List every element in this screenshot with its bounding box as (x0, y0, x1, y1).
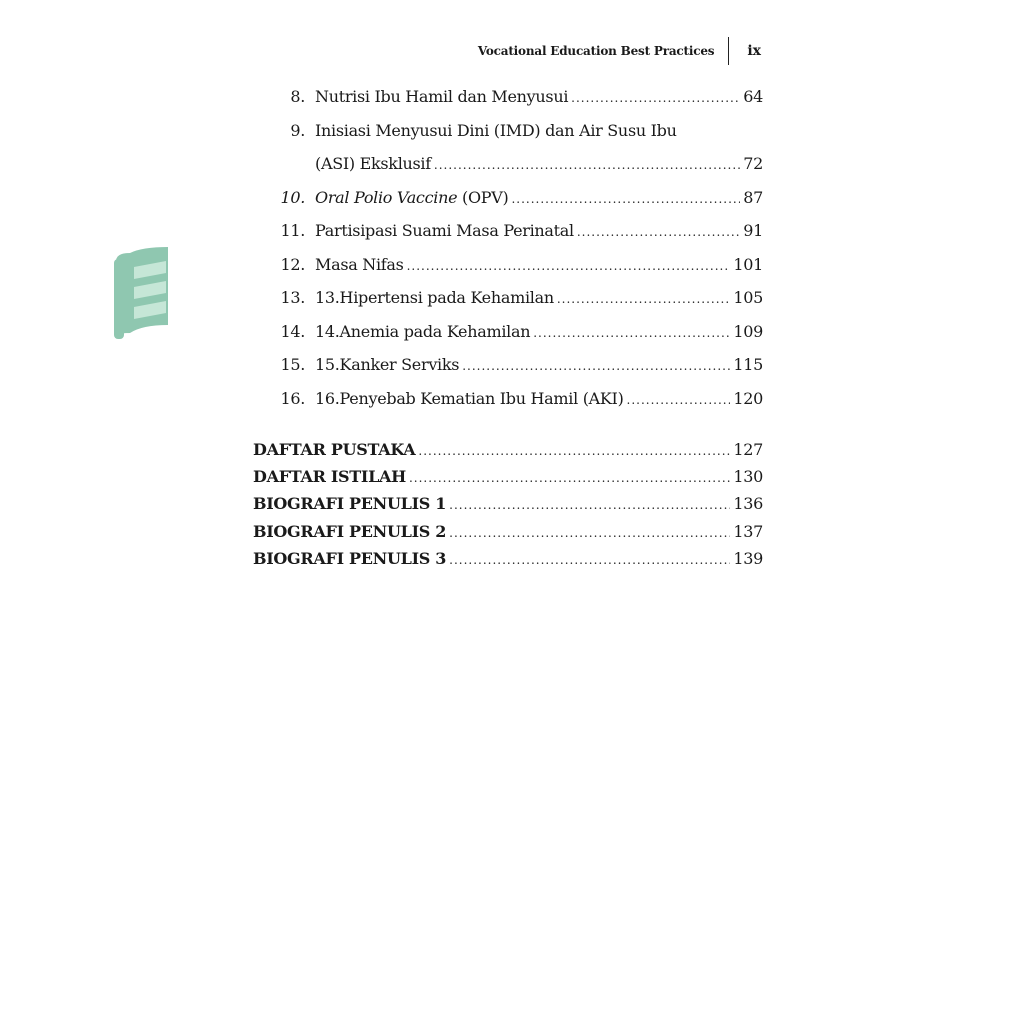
dot-leader (449, 547, 730, 574)
toc-entry-number: 8. (290, 87, 305, 106)
toc-entry-page: 101 (733, 254, 763, 274)
table-of-contents (253, 80, 763, 572)
toc-entry-title: 15.Kanker Serviks (315, 355, 460, 374)
toc-entry-title: 16.Penyebab Kematian Ibu Hamil (AKI) (315, 388, 624, 408)
toc-entry-number: 14. (280, 321, 305, 341)
toc-entry-page: 91 (743, 221, 763, 240)
toc-entry[interactable] (253, 382, 763, 416)
toc-main-entry-page: 130 (733, 467, 763, 487)
toc-entry-title (315, 181, 508, 215)
toc-main-entry-title: BIOGRAFI PENULIS 3 (253, 548, 447, 568)
dot-leader (462, 350, 730, 384)
toc-entry-number: 10. (280, 187, 305, 207)
toc-entry-title: Masa Nifas (315, 254, 404, 274)
toc-entry-title: Nutrisi Ibu Hamil dan Menyusui (315, 87, 569, 106)
dot-leader (409, 465, 730, 492)
dot-leader (511, 183, 740, 217)
toc-entry[interactable] (253, 315, 763, 349)
toc-entry[interactable] (253, 114, 763, 148)
toc-main-entry-title: DAFTAR ISTILAH (253, 467, 406, 487)
toc-main-entry-daftar-istilah[interactable] (253, 463, 763, 490)
toc-entry-number: 9. (290, 120, 305, 140)
toc-entry-title: 13.Hipertensi pada Kehamilan (315, 288, 554, 307)
toc-main-entry-biografi-penulis-3[interactable] (253, 545, 763, 572)
toc-entry-title: Partisipasi Suami Masa Perinatal (315, 221, 574, 240)
toc-main-entry-daftar-pustaka[interactable] (253, 436, 763, 463)
toc-entry-number: 13. (280, 288, 305, 307)
dot-leader (434, 149, 740, 183)
toc-main-entry-biografi-penulis-1[interactable] (253, 490, 763, 517)
toc-entry-page: 109 (733, 321, 763, 341)
header-divider (728, 37, 729, 65)
toc-main-entry-biografi-penulis-2[interactable] (253, 518, 763, 545)
toc-main-entry-title: BIOGRAFI PENULIS 2 (253, 521, 447, 541)
toc-entry-continuation[interactable] (253, 147, 763, 181)
toc-entry-number: 11. (280, 221, 305, 240)
toc-entry[interactable] (253, 181, 763, 215)
toc-main-entry-page: 139 (733, 548, 763, 568)
dot-leader (449, 492, 730, 519)
toc-main-entry-title: BIOGRAFI PENULIS 1 (253, 494, 447, 514)
dot-leader (418, 438, 730, 465)
toc-main-entry-title: DAFTAR PUSTAKA (253, 440, 416, 459)
toc-entry[interactable] (253, 281, 763, 315)
toc-entry-page: 115 (733, 355, 763, 374)
running-title: Vocational Education Best Practices (477, 44, 715, 58)
toc-entry-title: (ASI) Eksklusif (315, 154, 431, 173)
section-spacer (253, 415, 763, 436)
toc-entry-title: Inisiasi Menyusui Dini (IMD) dan Air Susu Ibu (315, 120, 677, 140)
toc-entry-number: 15. (280, 355, 305, 374)
dot-leader (533, 317, 730, 351)
toc-main-entry-page: 127 (733, 440, 763, 459)
dot-leader (627, 384, 731, 418)
toc-main-entry-page: 136 (733, 494, 763, 514)
dot-leader (557, 283, 731, 317)
toc-entry-title-rest: (OPV) (457, 187, 509, 207)
toc-entry-page: 64 (743, 87, 763, 106)
toc-entry[interactable] (253, 214, 763, 248)
toc-entry[interactable] (253, 248, 763, 282)
toc-entry-number: 12. (280, 254, 305, 274)
toc-entry-page: 120 (733, 388, 763, 408)
toc-entry-page: 72 (743, 154, 763, 173)
toc-entry-title: 14.Anemia pada Kehamilan (315, 321, 531, 341)
dot-leader (571, 82, 740, 116)
toc-entry[interactable] (253, 80, 763, 114)
dot-leader (577, 216, 740, 250)
toc-main-entry-page: 137 (733, 521, 763, 541)
running-header (400, 36, 761, 66)
toc-entry-number: 16. (280, 388, 305, 408)
toc-entry-page: 105 (733, 288, 763, 307)
dot-leader (407, 250, 731, 284)
book-logo-icon (112, 247, 170, 341)
toc-entry-title-italic: Oral Polio Vaccine (315, 187, 458, 207)
toc-entry-page: 87 (743, 187, 763, 207)
page-number: ix (747, 43, 761, 59)
dot-leader (449, 520, 730, 547)
toc-entry[interactable] (253, 348, 763, 382)
